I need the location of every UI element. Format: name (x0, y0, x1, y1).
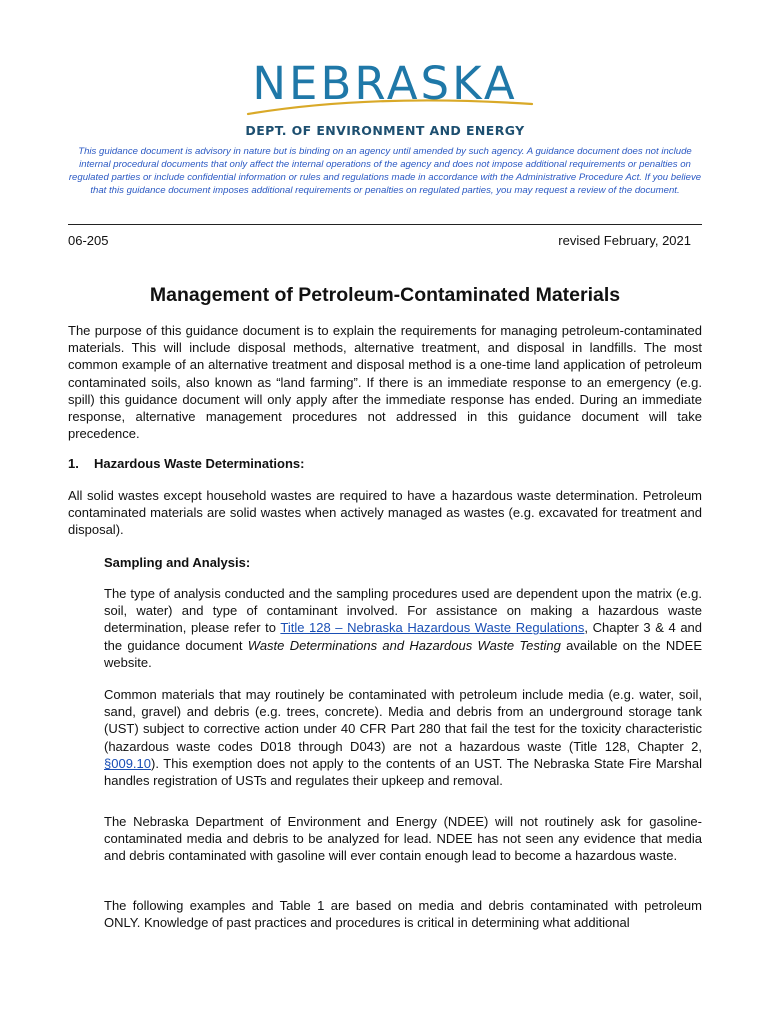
header-divider (68, 224, 702, 225)
section-1-heading (68, 456, 304, 471)
section-009-10-link[interactable]: §009.10 (104, 755, 151, 771)
logo-department: DEPT. OF ENVIRONMENT AND ENERGY (245, 123, 525, 138)
revision-date: revised February, 2021 (558, 233, 691, 248)
title-128-link[interactable]: Title 128 – Nebraska Hazardous Waste Regulations (280, 620, 585, 636)
section-1-paragraph: All solid wastes except household wastes are required to have a hazardous waste determination. Petroleum contaminated materials are solid wastes when actively managed as wastes (e.g. excavated for treatment and disposal). (68, 488, 702, 538)
analysis-text-3: available on the NDEE website. (104, 637, 702, 670)
common-text-1: Common materials that may routinely be contaminated with petroleum include media (e.g. water, soil, sand, gravel) and debris (e.g. trees, concrete). Media and debris from an underground storage tank (UST) subject to corrective action under 40 CFR Part 280 that fail the test for the toxicity characteristic (hazardous waste codes D018 through D043) are not a hazardous waste (Title 128, Chapter 2, (104, 687, 702, 754)
analysis-text-1: The type of analysis conducted and the sampling procedures used are dependent upon the matrix (e.g. soil, water) and type of contaminant involved. For assistance on making a hazardous waste determination, please refer to (104, 586, 702, 636)
section-1-number: 1. (68, 456, 79, 471)
analysis-guidance-title: Waste Determinations and Hazardous Waste Testing (247, 637, 561, 653)
logo-wordmark: NEBRASKA (252, 57, 518, 110)
common-text-2: ). This exemption does not apply to the contents of an UST. The Nebraska State Fire Marshal handles registration of USTs and regulates their upkeep and removal. (104, 755, 702, 789)
sampling-heading: Sampling and Analysis: (104, 555, 251, 570)
analysis-text-2: , Chapter 3 & 4 and the guidance document (104, 620, 703, 653)
section-1-title: Hazardous Waste Determinations: (94, 456, 305, 471)
document-number: 06-205 (68, 233, 109, 248)
examples-paragraph: The following examples and Table 1 are based on media and debris contaminated with petroleum ONLY. Knowledge of past practices and procedures is critical in determining what additional (104, 898, 702, 931)
analysis-paragraph (104, 585, 702, 671)
guidance-disclaimer: This guidance document is advisory in nature but is binding on an agency until amended by such agency. A guidance document does not include internal procedural documents that only affect the internal operations of the agency and does not impose additional requirements or penalties on regulated parties or include confidential information or rules and regulations made in accordance with the Administrative Procedure Act. If you believe that this guidance document imposes additional requirements or penalties on regulated parties, you may request a review of the document. (68, 146, 702, 196)
logo-swoosh-icon (240, 84, 540, 124)
page-title: Management of Petroleum-Contaminated Materials (149, 284, 621, 306)
ndee-lead-paragraph: The Nebraska Department of Environment and Energy (NDEE) will not routinely ask for gasoline-contaminated media and debris to be analyzed for lead. NDEE has not seen any evidence that media and debris contaminated with gasoline will ever contain enough lead to become a hazardous waste. (104, 814, 702, 864)
nebraska-logo (0, 57, 770, 146)
common-materials-paragraph (104, 686, 702, 789)
intro-paragraph: The purpose of this guidance document is to explain the requirements for managing petroleum-contaminated materials. This will include disposal methods, alternative treatment, and disposal in landfills. The most common example of an alternative treatment and disposal method is a one-time land application of petroleum contaminated soils, also known as “land farming”. If there is an immediate response to an emergency (e.g. spill) this guidance document will only apply after the immediate response has ended. During an immediate response, alternative management procedures not addressed in this guidance document will take precedence. (68, 323, 702, 442)
